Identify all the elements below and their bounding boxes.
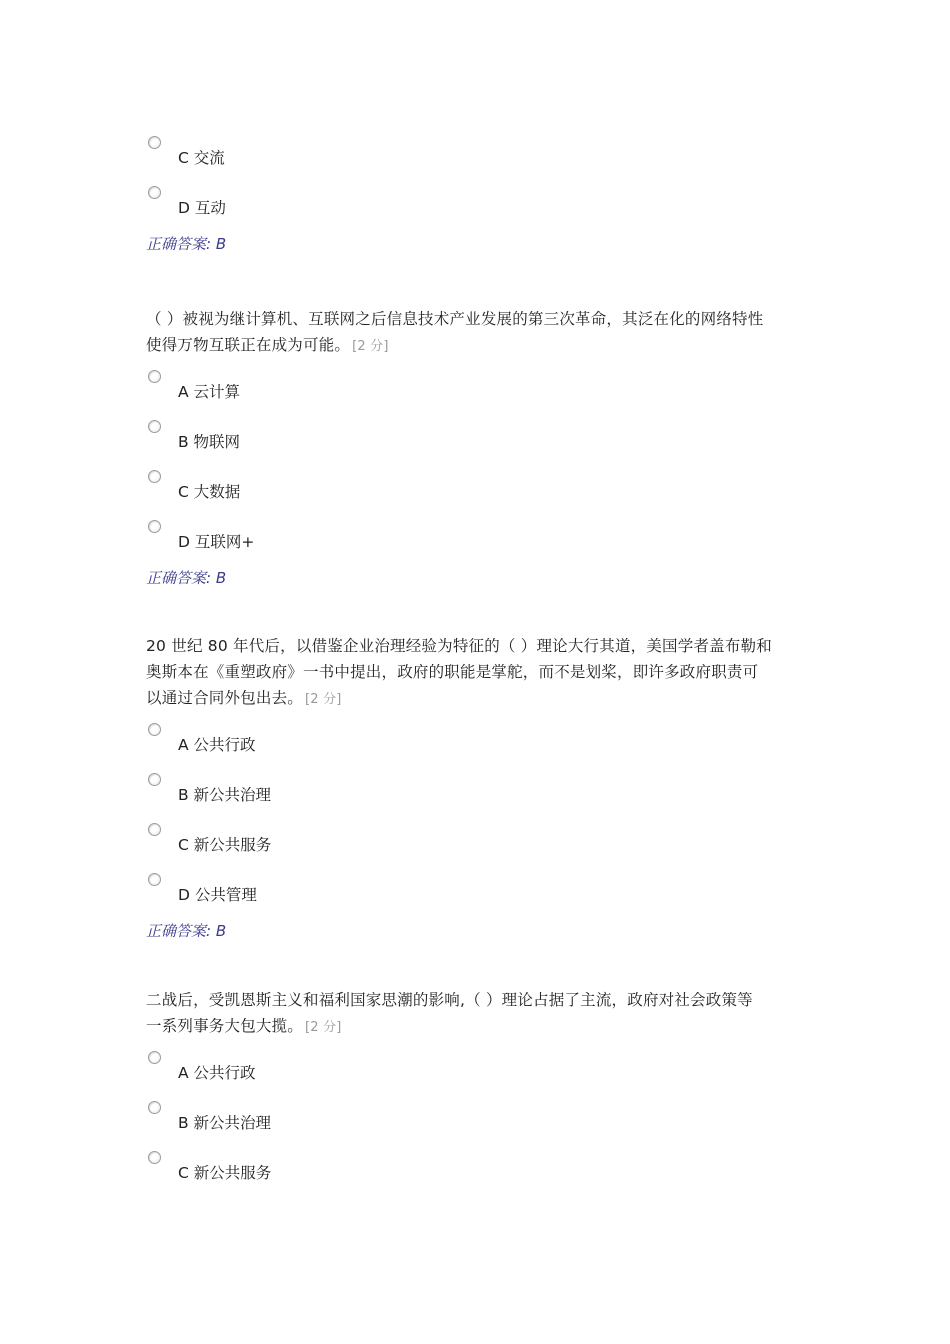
option-b[interactable] [146,417,826,467]
option-c[interactable] [146,1148,826,1198]
correct-answer: 正确答案: B [146,922,227,940]
score-label: [2 分] [352,339,389,354]
option-c[interactable] [146,820,826,870]
option-label: D 互联网+ [178,533,255,551]
radio-button[interactable] [148,370,161,383]
correct-answer: 正确答案: B [146,569,227,587]
radio-button[interactable] [148,773,161,786]
radio-button[interactable] [148,520,161,533]
option-d[interactable] [146,870,826,920]
question-text-line: 以通过合同外包出去。 [146,689,304,707]
radio-button[interactable] [148,420,161,433]
option-label: C 交流 [178,149,225,167]
option-label: B 新公共治理 [178,786,272,804]
radio-button[interactable] [148,1051,161,1064]
question-text-line: 奥斯本在《重塑政府》一书中提出，政府的职能是掌舵，而不是划桨，即许多政府职责可 [146,663,759,681]
radio-button[interactable] [148,470,161,483]
option-a[interactable] [146,1048,826,1098]
question-text-line: 使得万物互联正在成为可能。 [146,336,351,354]
option-a[interactable] [146,720,826,770]
radio-button[interactable] [148,723,161,736]
question-text [146,987,826,1041]
option-label: D 互动 [178,199,226,217]
correct-answer: 正确答案: B [146,235,227,253]
option-label: D 公共管理 [178,886,257,904]
option-a[interactable] [146,367,826,417]
option-c[interactable] [146,133,826,183]
question-text [146,633,826,713]
question-3 [146,987,826,1198]
question-2 [146,633,826,942]
question-text-line: （ ）被视为继计算机、互联网之后信息技术产业发展的第三次革命，其泛在化的网络特性 [146,310,764,328]
option-label: C 新公共服务 [178,1164,272,1182]
option-label: C 新公共服务 [178,836,272,854]
question-text-line: 一系列事务大包大揽。 [146,1017,304,1035]
option-label: A 公共行政 [178,736,256,754]
option-label: B 新公共治理 [178,1114,272,1132]
option-label: A 公共行政 [178,1064,256,1082]
question-text-line: 20 世纪 80 年代后，以借鉴企业治理经验为特征的（ ）理论大行其道，美国学者盖布勒和 [146,637,772,655]
option-b[interactable] [146,1098,826,1148]
question-text [146,306,826,360]
option-label: B 物联网 [178,433,241,451]
score-label: [2 分] [305,1020,342,1035]
question-text-line: 二战后，受凯恩斯主义和福利国家思潮的影响,（ ）理论占据了主流，政府对社会政策等 [146,991,753,1009]
option-d[interactable] [146,517,826,567]
radio-button[interactable] [148,1151,161,1164]
option-label: A 云计算 [178,383,241,401]
radio-button[interactable] [148,823,161,836]
question-1 [146,306,826,589]
option-d[interactable] [146,183,826,233]
radio-button[interactable] [148,136,161,149]
score-label: [2 分] [305,692,342,707]
option-label: C 大数据 [178,483,241,501]
radio-button[interactable] [148,873,161,886]
radio-button[interactable] [148,1101,161,1114]
option-c[interactable] [146,467,826,517]
radio-button[interactable] [148,186,161,199]
question-0 [146,133,826,255]
option-b[interactable] [146,770,826,820]
